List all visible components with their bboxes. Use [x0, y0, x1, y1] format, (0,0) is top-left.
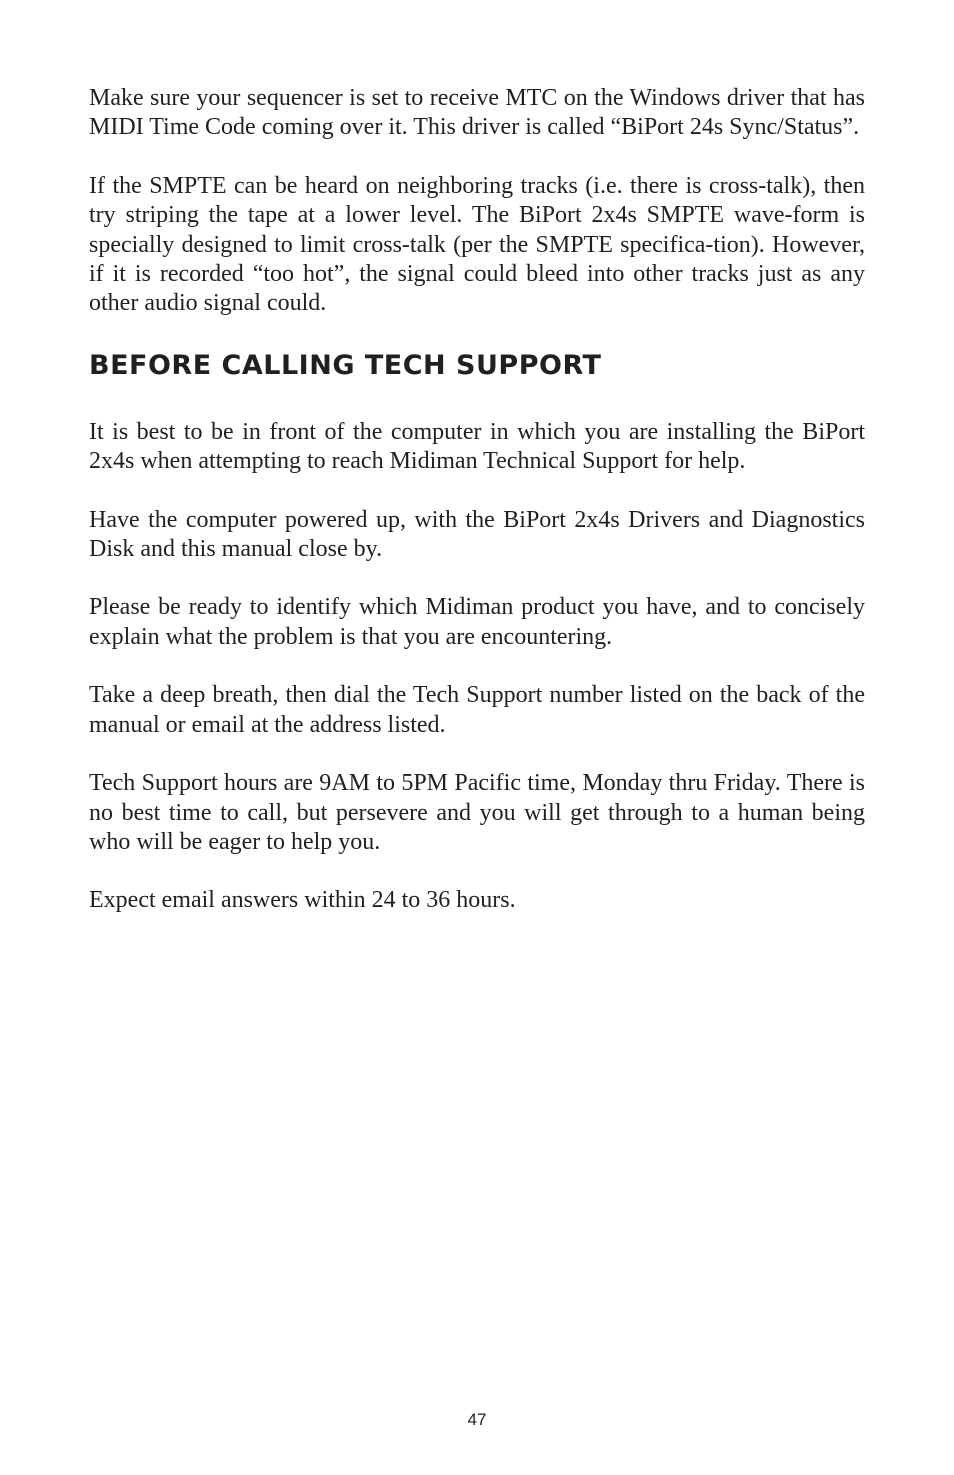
paragraph-be-in-front: It is best to be in front of the computer in which you are installing the BiPort 2x4s when attempting to reach Midiman Technical Support for help.	[89, 418, 865, 475]
page-number: 47	[467, 1410, 487, 1429]
section-heading-tech-support: BEFORE CALLING TECH SUPPORT	[89, 349, 602, 381]
paragraph-identify-product: Please be ready to identify which Midiman product you have, and to concisely explain what the problem is that you are encountering.	[89, 594, 865, 650]
paragraph-dial-support: Take a deep breath, then dial the Tech Support number listed on the back of the manual or email at the address listed.	[89, 682, 865, 738]
manual-page-body	[89, 84, 865, 945]
paragraph-mtc-driver: Make sure your sequencer is set to receive MTC on the Windows driver that has MIDI Time Code coming over it. This driver is called “BiPort 24s Sync/Status”.	[89, 85, 865, 141]
paragraph-powered-up: Have the computer powered up, with the BiPort 2x4s Drivers and Diagnostics Disk and this manual close by.	[89, 506, 865, 563]
paragraph-support-hours: Tech Support hours are 9AM to 5PM Pacific time, Monday thru Friday. There is no best time to call, but persevere and you will get through to a human being who will be eager to help you.	[89, 770, 865, 855]
paragraph-email-answers: Expect email answers within 24 to 36 hours.	[89, 887, 516, 914]
paragraph-smpte-crosstalk: If the SMPTE can be heard on neighboring tracks (i.e. there is cross-talk), then try striping the tape at a lower level. The BiPort 2x4s SMPTE wave-form is specially designed to limit cross-talk (per the SMPTE specifica-tion). However, if it is recorded “too hot”, the signal could bleed into other tracks just as any other audio signal could.	[89, 172, 865, 317]
